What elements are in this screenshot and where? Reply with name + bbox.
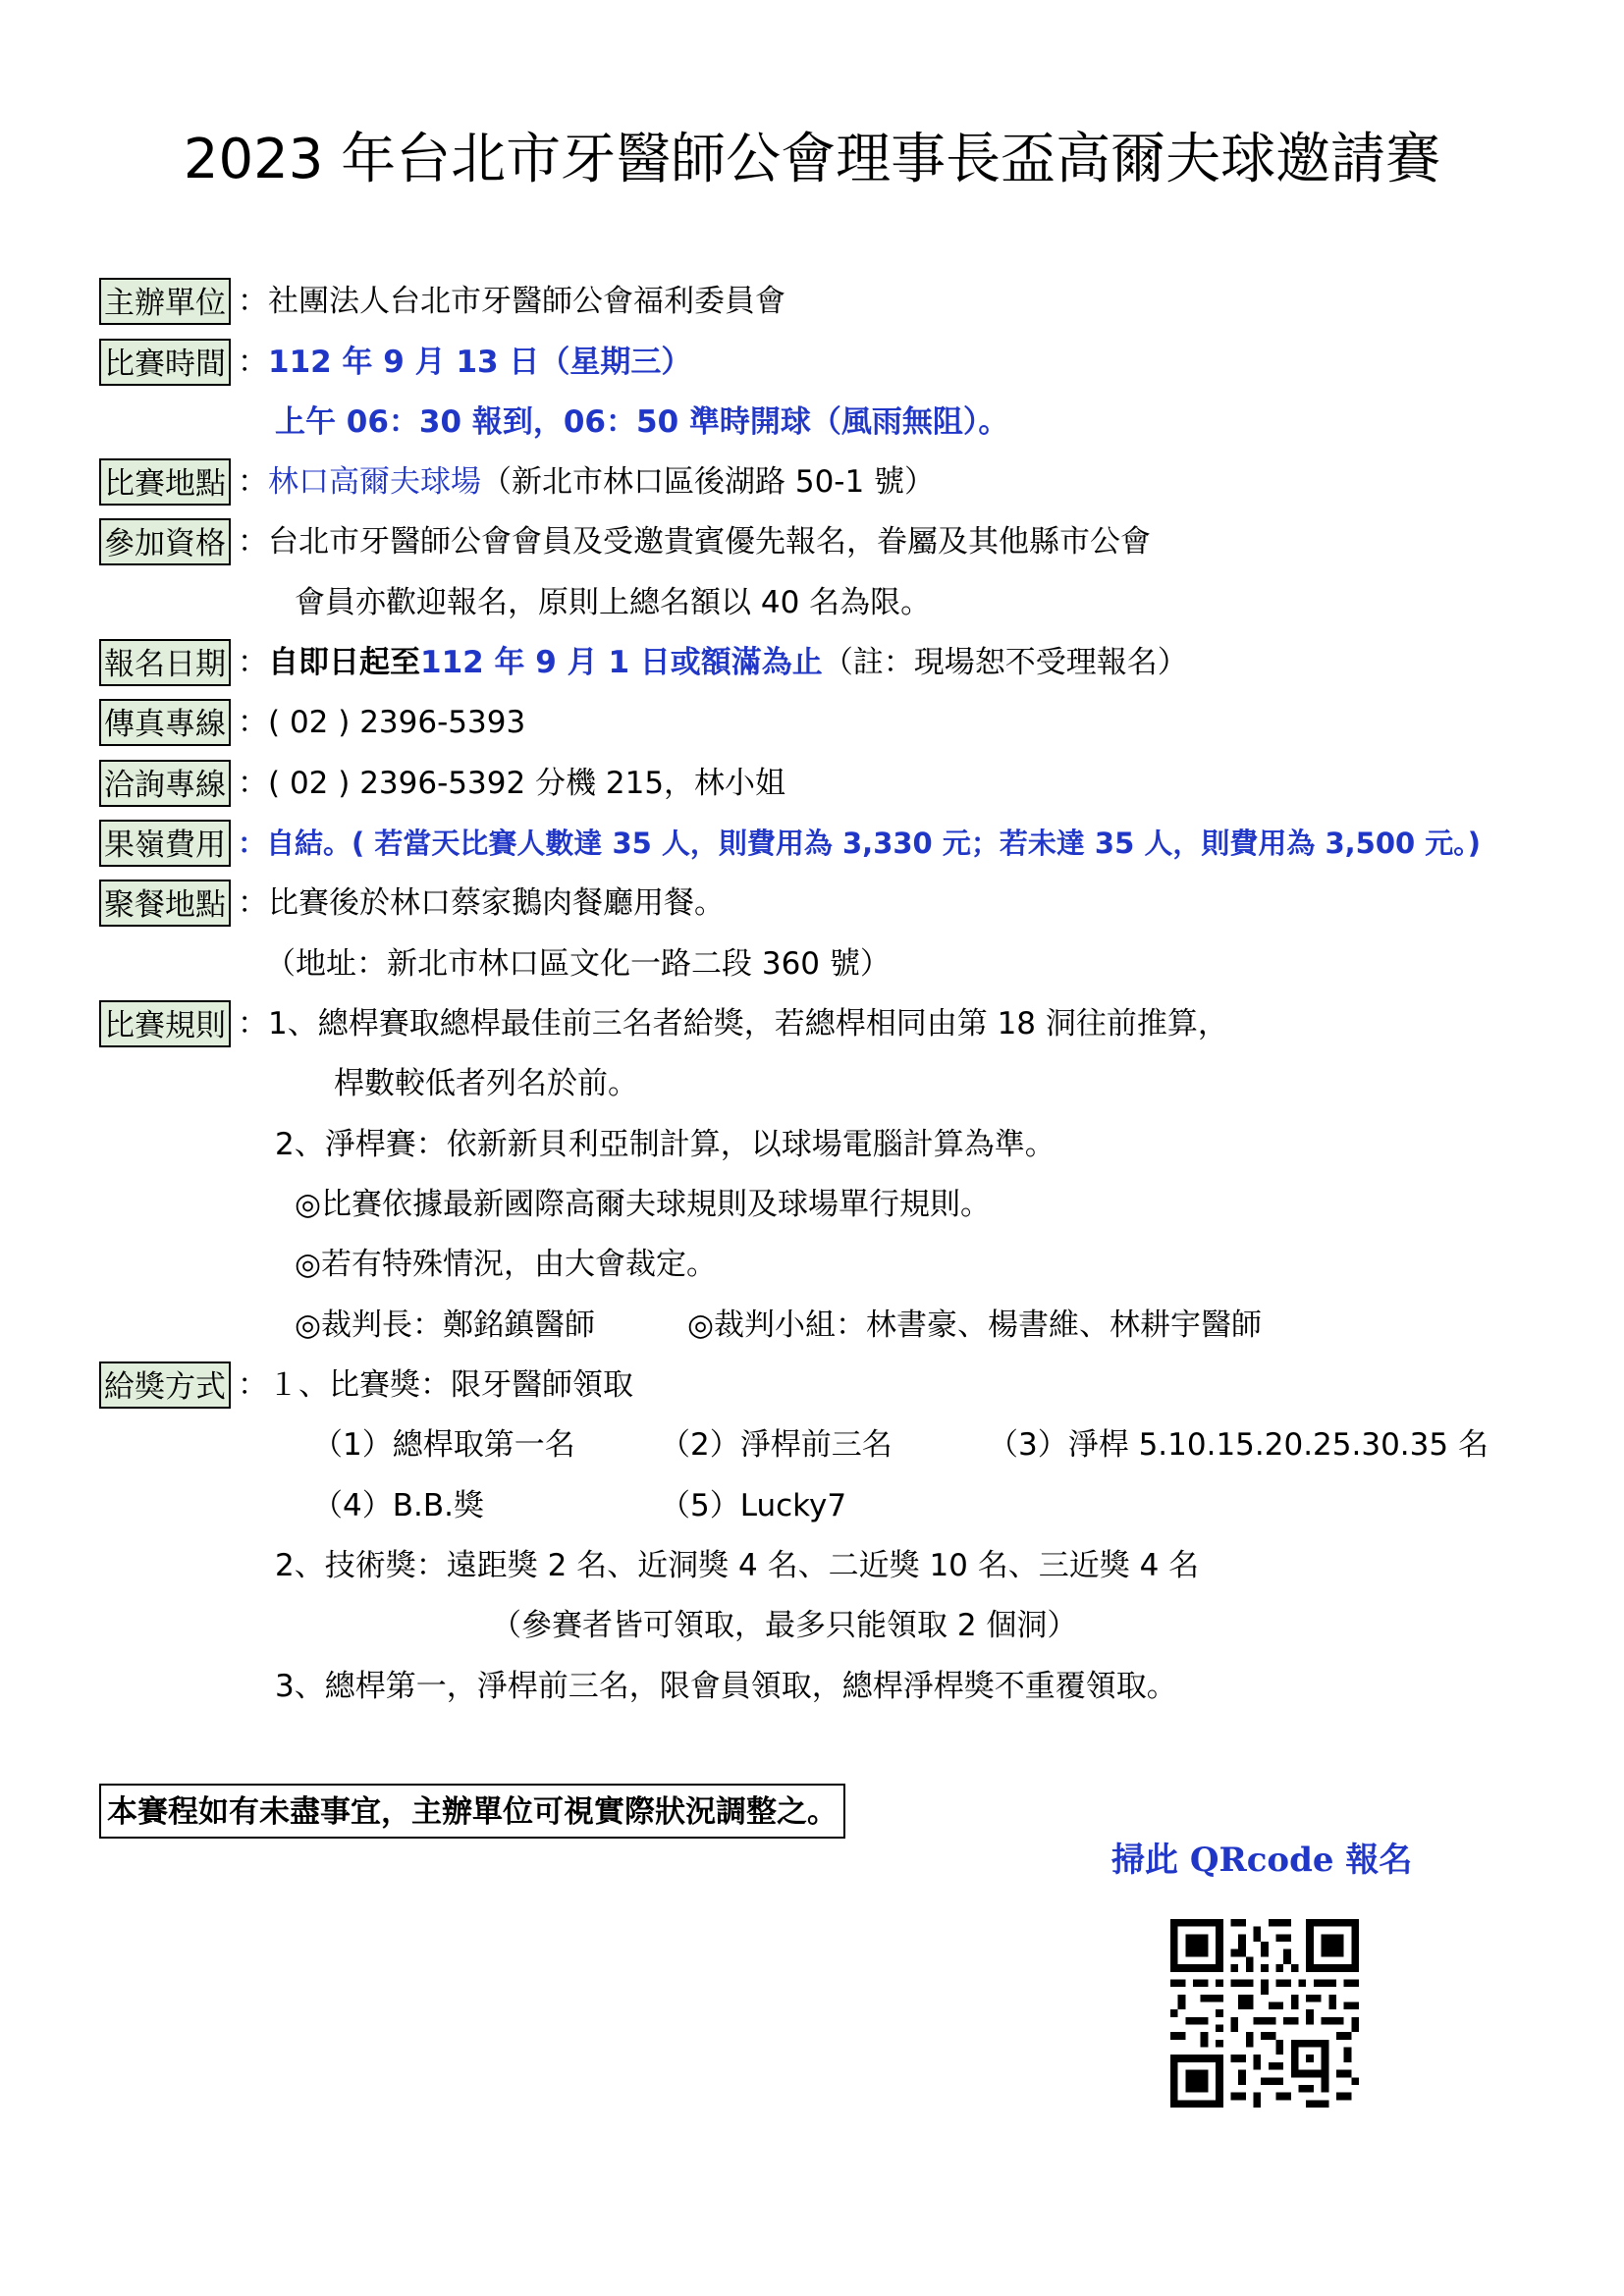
- awards-p1: （1）總桿取第一名: [312, 1427, 575, 1463]
- eligibility-line1: ：台北市牙醫師公會會員及受邀貴賓優先報名，眷屬及其他縣市公會: [238, 524, 1151, 560]
- rules-5b: ◎裁判小組：林書豪、楊書維、林耕宇醫師: [687, 1308, 1263, 1343]
- awards-1: ：１、比賽獎：限牙醫師領取: [238, 1367, 633, 1403]
- registration-note: （註：現場恕不受理報名）: [822, 645, 1188, 680]
- label-eligibility: 參加資格: [99, 518, 231, 565]
- rules-2: 2、淨桿賽：依新新貝利亞制計算，以球場電腦計算為準。: [275, 1127, 1056, 1162]
- label-registration: 報名日期: [99, 639, 231, 686]
- registration-from: 自即日起至: [268, 645, 420, 680]
- registration-qr-code[interactable]: [1170, 1919, 1359, 2108]
- rules-1a: ：1、總桿賽取總桿最佳前三名者給獎，若總桿相同由第 18 洞往前推算，: [238, 1006, 1228, 1041]
- date-line: [238, 339, 691, 386]
- label-dinner: 聚餐地點: [99, 880, 231, 927]
- label-venue: 比賽地點: [99, 458, 231, 506]
- registration-until: 112 年 9 月 1 日或額滿為止: [420, 645, 823, 680]
- venue-sep: ：: [238, 464, 268, 500]
- dinner-line2: （地址：新北市林口區文化一路二段 360 號）: [265, 946, 891, 982]
- venue-address: （新北市林口區後湖路 50-1 號）: [481, 464, 936, 500]
- awards-p2: （2）淨桿前三名: [660, 1427, 893, 1463]
- rules-1b: 桿數較低者列名於前。: [334, 1066, 638, 1101]
- awards-3: 3、總桿第一，淨桿前三名，限會員領取，總桿淨桿獎不重覆領取。: [275, 1669, 1177, 1704]
- registration-sep: ：: [238, 645, 268, 680]
- fax-text: ：( 02 ) 2396-5393: [238, 705, 526, 740]
- label-host: 主辦單位: [99, 278, 231, 325]
- awards-p5: （5）Lucky7: [660, 1488, 847, 1523]
- registration-line: [238, 639, 1188, 686]
- fee-text: ：自結。( 若當天比賽人數達 35 人，則費用為 3,330 元；若未達 35 人，則費用為 3,500 元。): [238, 827, 1482, 860]
- date-time: 上午 06：30 報到，06：50 準時開球（風雨無阻）。: [275, 404, 1009, 440]
- date-day: 112 年 9 月 13 日（星期三）: [268, 345, 692, 380]
- rules-4: ◎若有特殊情況，由大會裁定。: [295, 1247, 718, 1282]
- venue-name: 林口高爾夫球場: [268, 464, 481, 500]
- awards-p3: （3）淨桿 5.10.15.20.25.30.35 名: [988, 1427, 1489, 1463]
- venue-line: [238, 458, 935, 506]
- awards-p4: （4）B.B.獎: [312, 1488, 484, 1523]
- qr-caption: 掃此 QRcode 報名: [1111, 1841, 1413, 1880]
- label-fee: 果嶺費用: [99, 820, 231, 867]
- label-awards: 給獎方式: [99, 1362, 231, 1409]
- page-title: 2023 年台北市牙醫師公會理事長盃高爾夫球邀請賽: [183, 128, 1441, 191]
- adjustment-note: 本賽程如有未盡事宜，主辦單位可視實際狀況調整之。: [99, 1784, 845, 1839]
- dinner-line1: ：比賽後於林口蔡家鵝肉餐廳用餐。: [238, 885, 725, 921]
- inquiry-text: ：( 02 ) 2396-5392 分機 215，林小姐: [238, 766, 786, 801]
- label-fax: 傳真專線: [99, 699, 231, 746]
- rules-3: ◎比賽依據最新國際高爾夫球規則及球場單行規則。: [295, 1187, 992, 1222]
- date-sep: ：: [238, 345, 268, 380]
- awards-2-note: （參賽者皆可領取，最多只能領取 2 個洞）: [491, 1608, 1078, 1643]
- host-text: ：社團法人台北市牙醫師公會福利委員會: [238, 284, 785, 319]
- label-inquiry: 洽詢專線: [99, 760, 231, 807]
- eligibility-line2: 會員亦歡迎報名，原則上總名額以 40 名為限。: [295, 585, 932, 620]
- label-rules: 比賽規則: [99, 1000, 231, 1047]
- awards-2: 2、技術獎：遠距獎 2 名、近洞獎 4 名、二近獎 10 名、三近獎 4 名: [275, 1548, 1200, 1583]
- rules-5a: ◎裁判長：鄭銘鎮醫師: [295, 1308, 596, 1343]
- label-date: 比賽時間: [99, 339, 231, 386]
